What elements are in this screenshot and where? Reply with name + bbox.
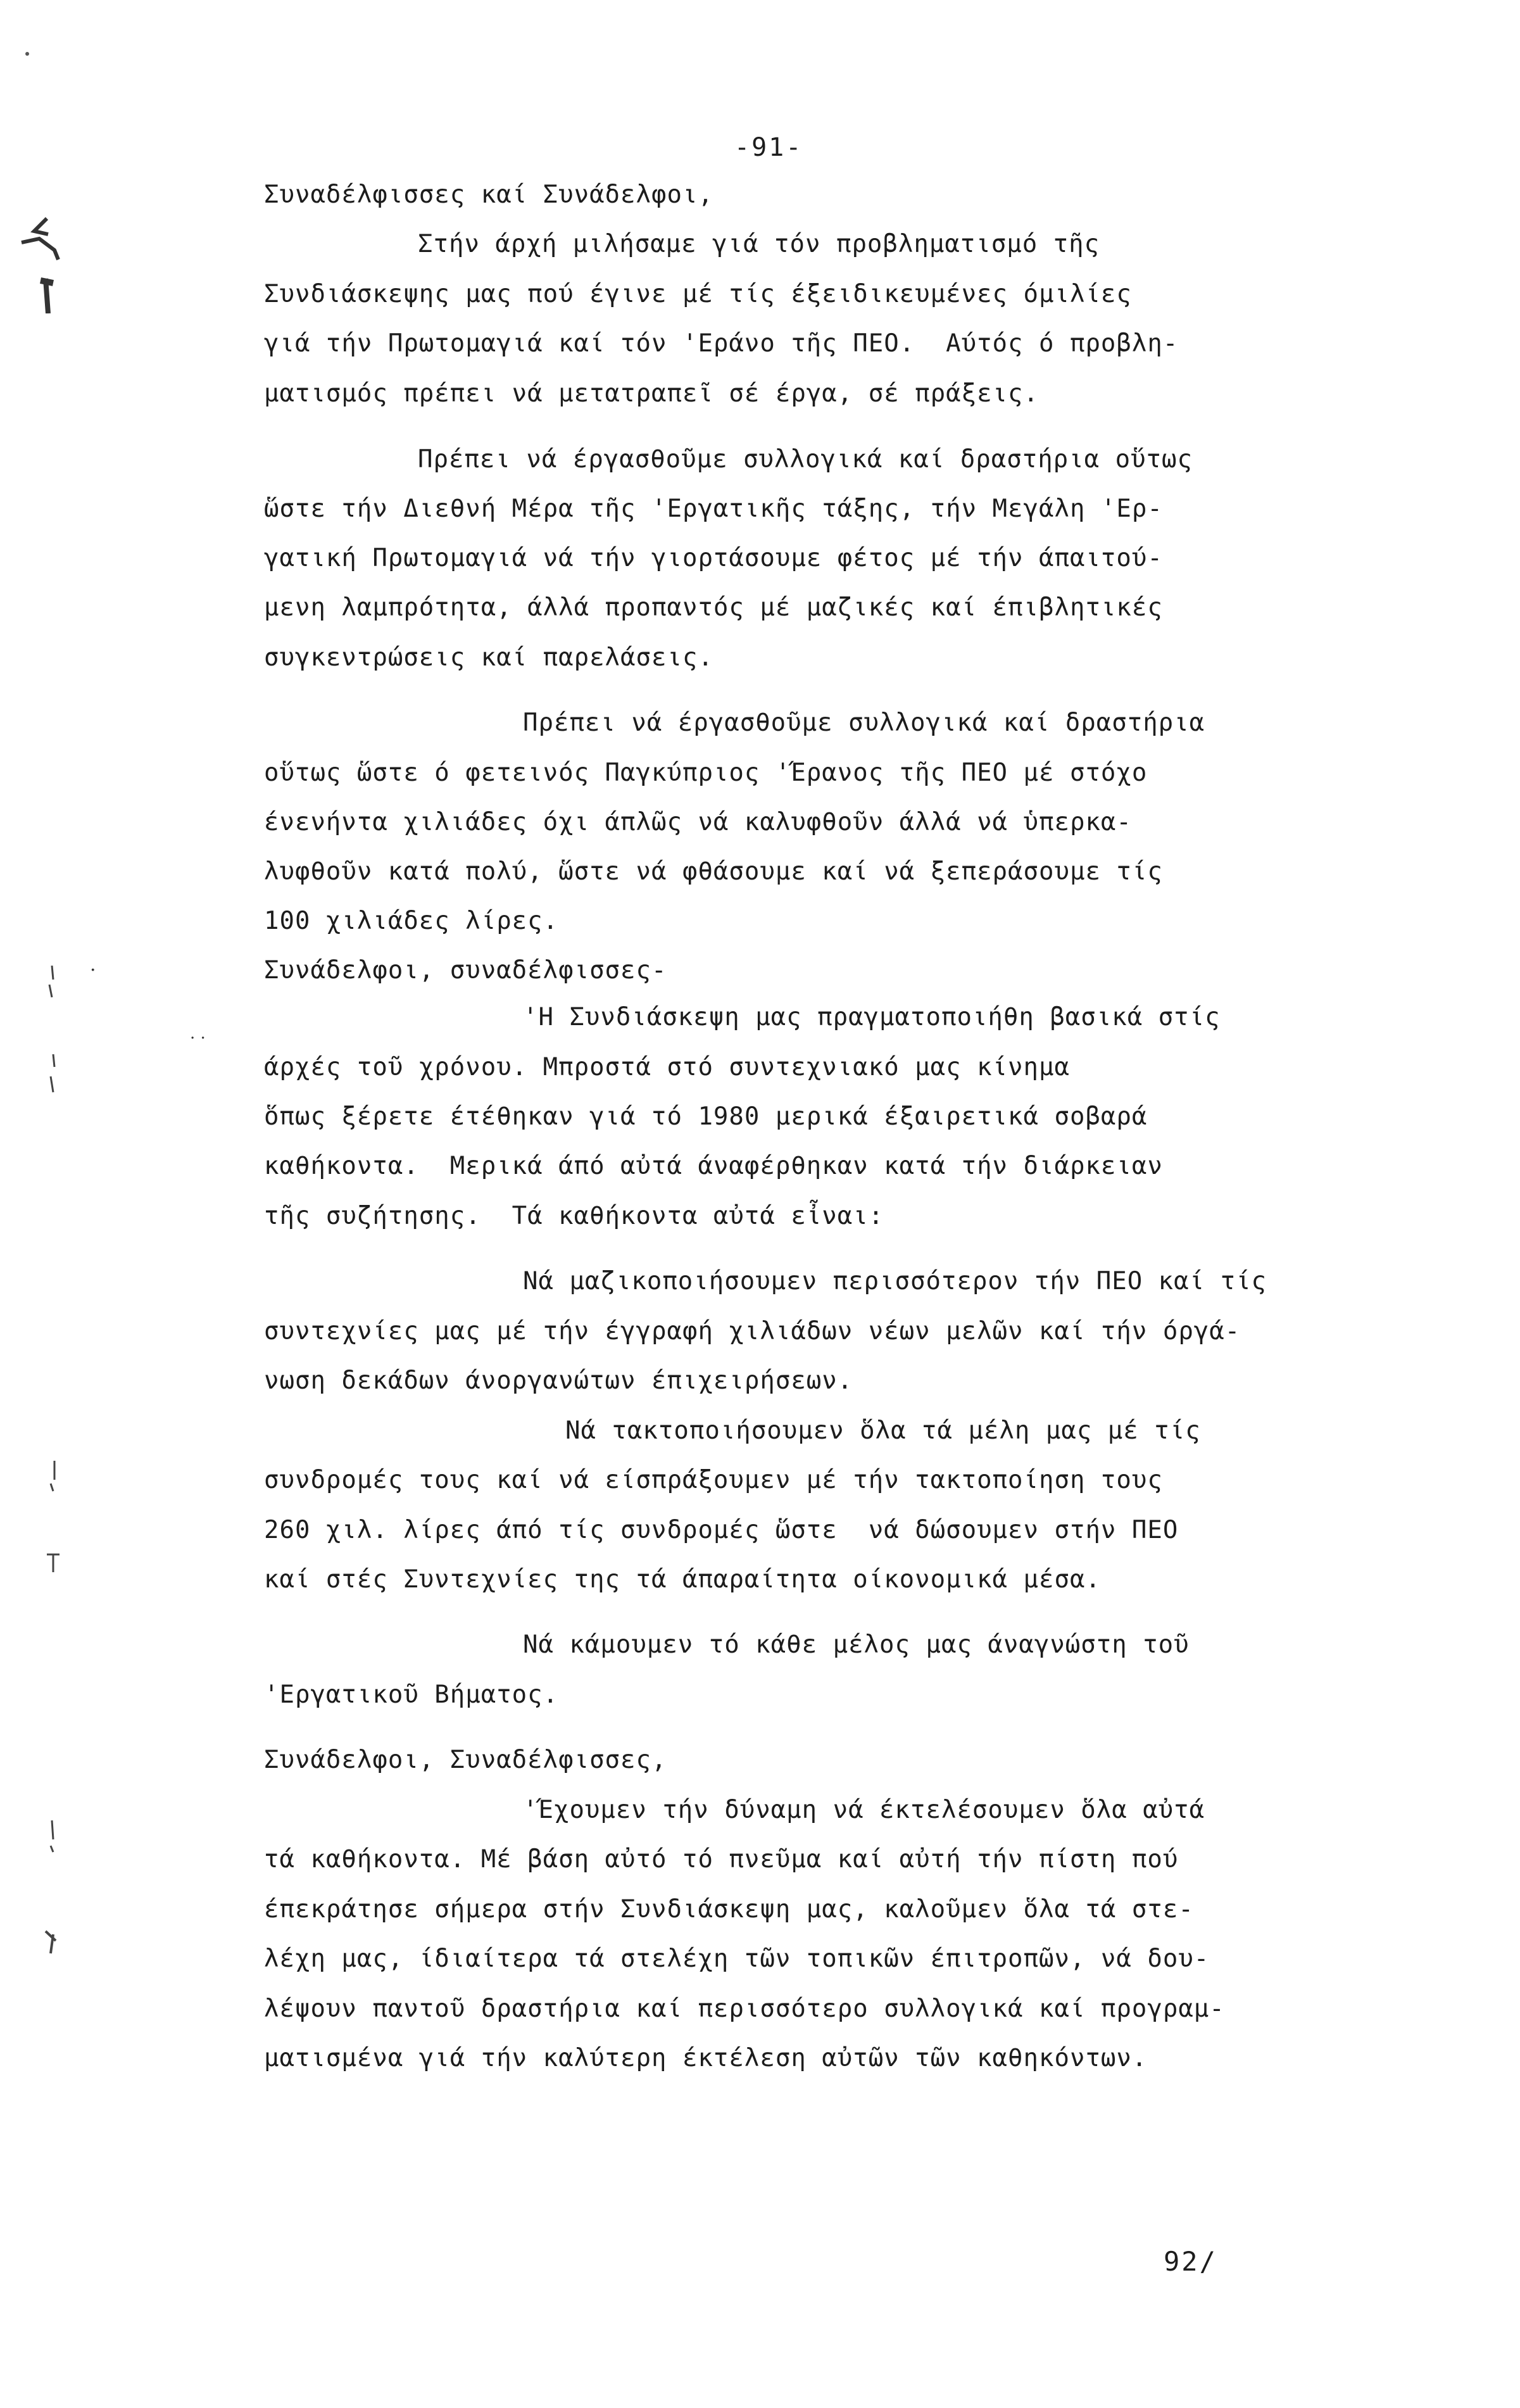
text-line: ένενήντα χιλιάδες όχι άπλῶς νά καλυφθοῦν άλλά νά ὑπερκα- (264, 808, 1132, 836)
text-line: Πρέπει νά έργασθοῦμε συλλογικά καί δραστήρια (523, 709, 1205, 737)
text-line: καθήκοντα. Μερικά άπό αὐτά άναφέρθηκαν κατά τήν διάρκειαν (264, 1152, 1163, 1180)
text-line: λέψουν παντοῦ δραστήρια καί περισσότερο συλλογικά καί προγραμ- (264, 1995, 1225, 2023)
margin-artifact (9, 212, 66, 313)
text-line: Συνάδελφοι, Συναδέλφισσες, (264, 1746, 667, 1774)
text-line: νωση δεκάδων άνοργανώτων έπιχειρήσεων. (264, 1366, 853, 1395)
text-line: λυφθοῦν κατά πολύ, ὥστε νά φθάσουμε καί νά ξεπεράσουμε τίς (264, 857, 1163, 886)
text-line: 'Εργατικοῦ Βήματος. (264, 1680, 559, 1709)
text-line: λέχη μας, ίδιαίτερα τά στελέχη τῶν τοπικῶν έπιτροπῶν, νά δου- (264, 1945, 1210, 1973)
text-line: συγκεντρώσεις καί παρελάσεις. (264, 643, 713, 672)
text-line: Νά μαζικοποιήσουμεν περισσότερον τήν ΠΕΟ καί τίς (523, 1267, 1267, 1295)
text-line: έπεκράτησε σήμερα στήν Συνδιάσκεψη μας, καλοῦμεν ὅλα τά στε- (264, 1895, 1194, 1924)
text-line: άρχές τοῦ χρόνου. Μπροστά στό συντεχνιακό μας κίνημα (264, 1053, 1070, 1081)
text-line: ὅπως ξέρετε έτέθηκαν γιά τό 1980 μερικά έξαιρετικά σοβαρά (264, 1102, 1148, 1131)
text-line: ματισμός πρέπει νά μετατραπεῖ σέ έργα, σέ πράξεις. (264, 379, 1039, 408)
text-line: ματισμένα γιά τήν καλύτερη έκτέλεση αὐτῶν τῶν καθηκόντων. (264, 2044, 1148, 2072)
text-line: συνδρομές τους καί νά είσπράξουμεν μέ τήν τακτοποίηση τους (264, 1466, 1163, 1494)
text-line: 100 χιλιάδες λίρες. (264, 907, 559, 935)
text-line: Στήν άρχή μιλήσαμε γιά τόν προβληματισμό τῆς (418, 230, 1100, 258)
text-line: οὕτως ὥστε ό φετεινός Παγκύπριος 'Έρανος τῆς ΠΕΟ μέ στόχο (264, 759, 1148, 787)
margin-artifact: · · (190, 1029, 206, 1048)
margin-artifact (44, 966, 63, 2118)
text-line: συντεχνίες μας μέ τήν έγγραφή χιλιάδων νέων μελῶν καί τήν όργά- (264, 1317, 1241, 1346)
text-line: Πρέπει νά έργασθοῦμε συλλογικά καί δραστήρια οὕτως (418, 445, 1193, 474)
text-line: γατική Πρωτομαγιά νά τήν γιορτάσουμε φέτος μέ τήν άπαιτού- (264, 544, 1163, 572)
text-line: Συνάδελφοι, συναδέλφισσες- (264, 956, 667, 985)
text-line: ὥστε τήν Διεθνή Μέρα τῆς 'Εργατικῆς τάξης, τήν Μεγάλη 'Ερ- (264, 495, 1163, 523)
continuation-marker: 92/ (1164, 2246, 1217, 2277)
margin-artifact (25, 52, 29, 56)
text-line: καί στές Συντεχνίες της τά άπαραίτητα οίκονομικά μέσα. (264, 1565, 1101, 1594)
text-line: τῆς συζήτησης. Τά καθήκοντα αὐτά εἶναι: (264, 1202, 884, 1230)
text-line: μενη λαμπρότητα, άλλά προπαντός μέ μαζικές καί έπιβλητικές (264, 593, 1163, 622)
text-line: 'Η Συνδιάσκεψη μας πραγματοποιήθη βασικά στίς (523, 1003, 1221, 1031)
text-line: Νά τακτοποιήσουμεν ὅλα τά μέλη μας μέ τίς (565, 1416, 1201, 1445)
text-line: γιά τήν Πρωτομαγιά καί τόν 'Εράνο τῆς ΠΕΟ. Αύτός ό προβλη- (264, 329, 1179, 358)
text-line: τά καθήκοντα. Μέ βάση αὐτό τό πνεῦμα καί αὐτή τήν πίστη πού (264, 1845, 1179, 1874)
margin-artifact: · (90, 959, 96, 981)
page-number: -91- (734, 133, 803, 162)
text-line: Συναδέλφισσες καί Συνάδελφοι, (264, 180, 713, 209)
text-line: Συνδιάσκεψης μας πού έγινε μέ τίς έξειδικευμένες όμιλίες (264, 280, 1132, 308)
text-line: Νά κάμουμεν τό κάθε μέλος μας άναγνώστη τοῦ (523, 1630, 1190, 1659)
text-line: 260 χιλ. λίρες άπό τίς συνδρομές ὥστε νά δώσουμεν στήν ΠΕΟ (264, 1516, 1179, 1544)
text-line: 'Έχουμεν τήν δύναμη νά έκτελέσουμεν ὅλα αὐτά (523, 1796, 1205, 1824)
